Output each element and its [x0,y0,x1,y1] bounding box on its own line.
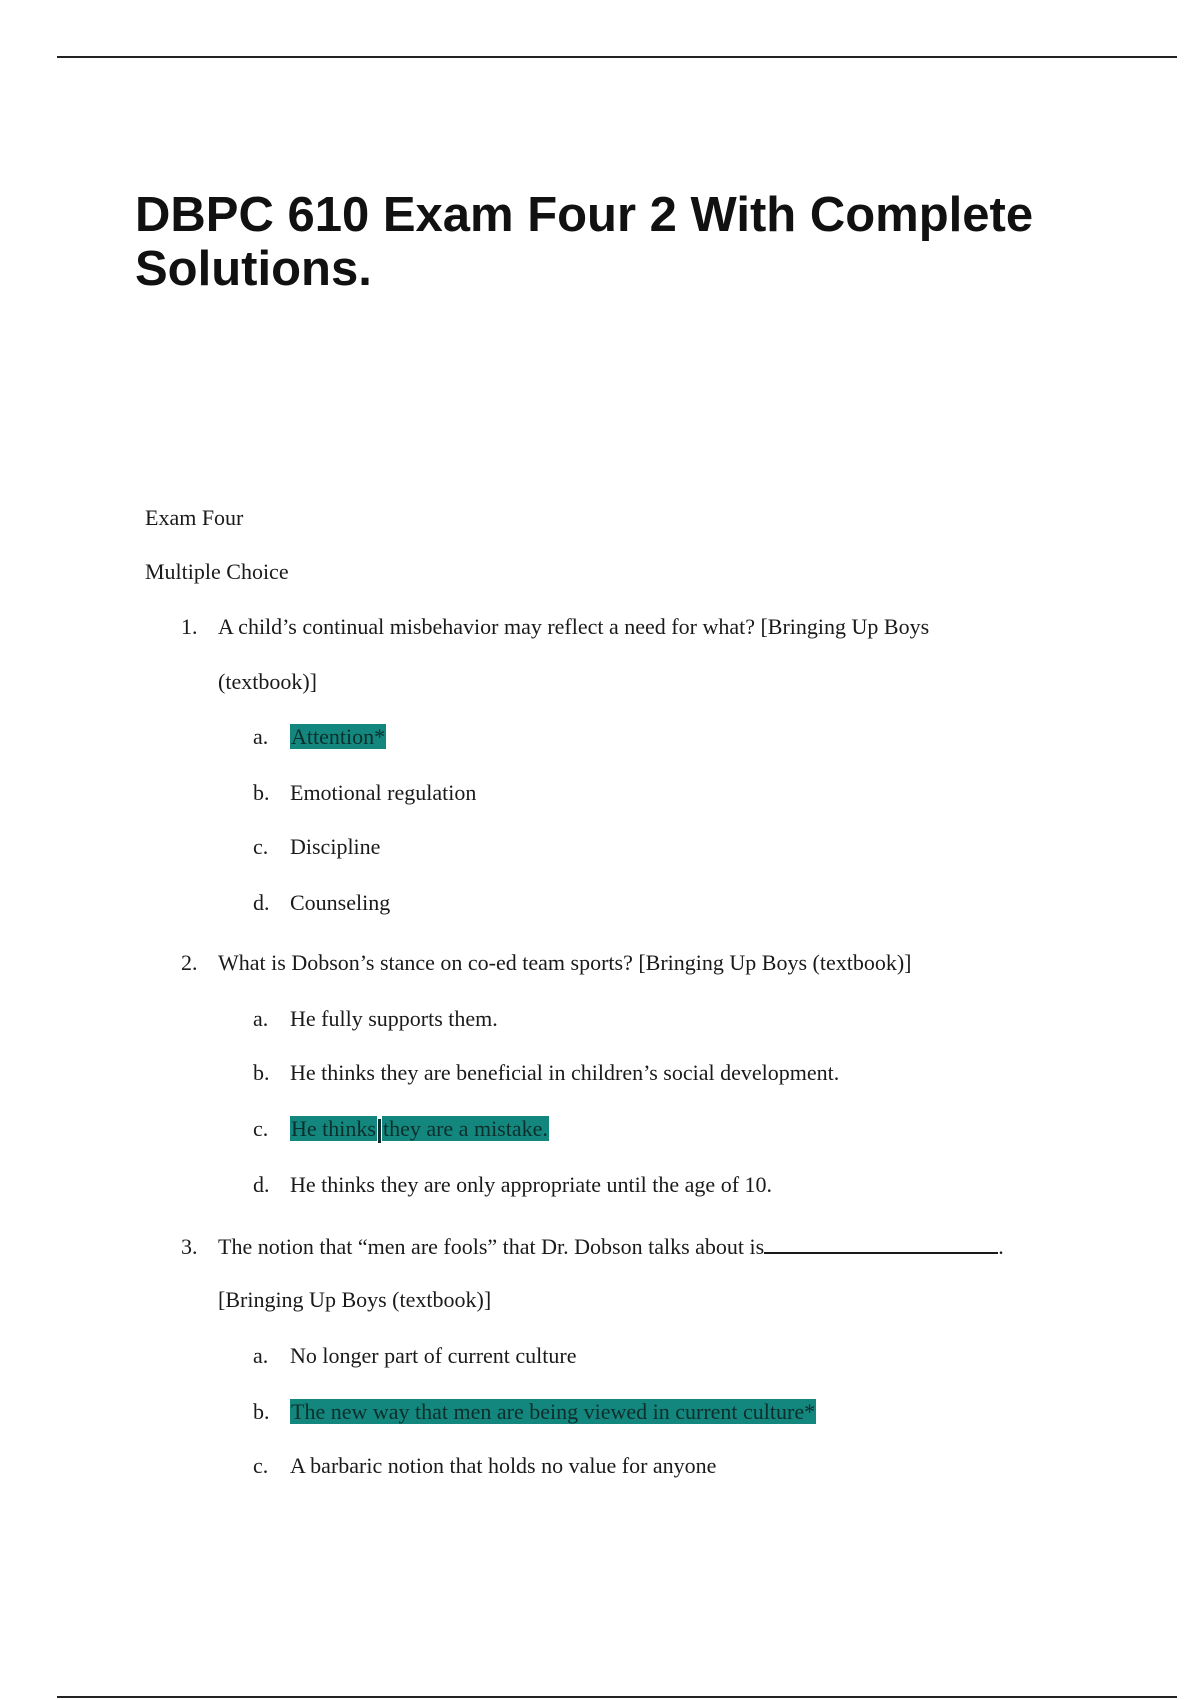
question-number: 2. [181,950,198,975]
fill-in-blank [764,1232,998,1254]
top-rule [57,56,1177,58]
option-letter: c. [253,1116,269,1141]
question-number: 1. [181,614,198,639]
highlight-divider [378,1119,381,1143]
option-text: A barbaric notion that holds no value for anyone [290,1453,717,1478]
option-letter: d. [253,890,270,915]
option-2b [253,1060,839,1086]
question-1 [181,614,929,640]
option-letter: b. [253,1399,270,1424]
question-2 [181,950,911,976]
option-text: Counseling [290,890,391,915]
option-1a [253,724,386,750]
option-3b [253,1399,816,1425]
option-letter: b. [253,1060,270,1085]
question-text: The notion that “men are fools” that Dr. Dobson talks about is [218,1234,765,1259]
option-text: Emotional regulation [290,780,477,805]
option-text: He fully supports them. [290,1006,498,1031]
option-1c [253,834,380,860]
question-3 [181,1232,1004,1260]
option-text: Discipline [290,834,381,859]
question-text: What is Dobson’s stance on co-ed team sports? [Bringing Up Boys (textbook)] [218,950,912,975]
option-letter: a. [253,1006,269,1031]
option-letter: d. [253,1172,270,1197]
document-title: DBPC 610 Exam Four 2 With Complete Solutions. [135,188,1034,296]
question-text: A child’s continual misbehavior may reflect a need for what? [Bringing Up Boys [218,614,930,639]
bottom-rule [57,1696,1177,1698]
option-letter: c. [253,1453,269,1478]
option-letter: a. [253,1343,269,1368]
question-text-continued: (textbook)] [218,669,317,694]
option-text-highlighted: He thinks [291,1116,376,1141]
question-text-continued: [Bringing Up Boys (textbook)] [218,1287,492,1312]
option-letter: a. [253,724,269,749]
option-text: No longer part of current culture [290,1343,577,1368]
option-text-highlighted: The new way that men are being viewed in current culture* [291,1399,816,1424]
option-letter: b. [253,780,270,805]
option-2a [253,1006,498,1032]
option-text-highlighted: Attention* [291,724,386,749]
option-letter: c. [253,834,269,859]
option-3c [253,1453,716,1479]
question-number: 3. [181,1234,198,1259]
option-1d [253,890,390,916]
option-text: He thinks they are only appropriate until the age of 10. [290,1172,773,1197]
option-text: He thinks they are beneficial in children’s social development. [290,1060,840,1085]
option-2c [253,1116,549,1143]
option-2d [253,1172,772,1198]
option-3a [253,1343,577,1369]
option-1b [253,780,476,806]
exam-label: Exam Four [145,505,244,530]
question-text-end: . [998,1234,1004,1259]
option-text-highlighted: they are a mistake. [382,1116,548,1141]
section-label: Multiple Choice [145,559,289,584]
